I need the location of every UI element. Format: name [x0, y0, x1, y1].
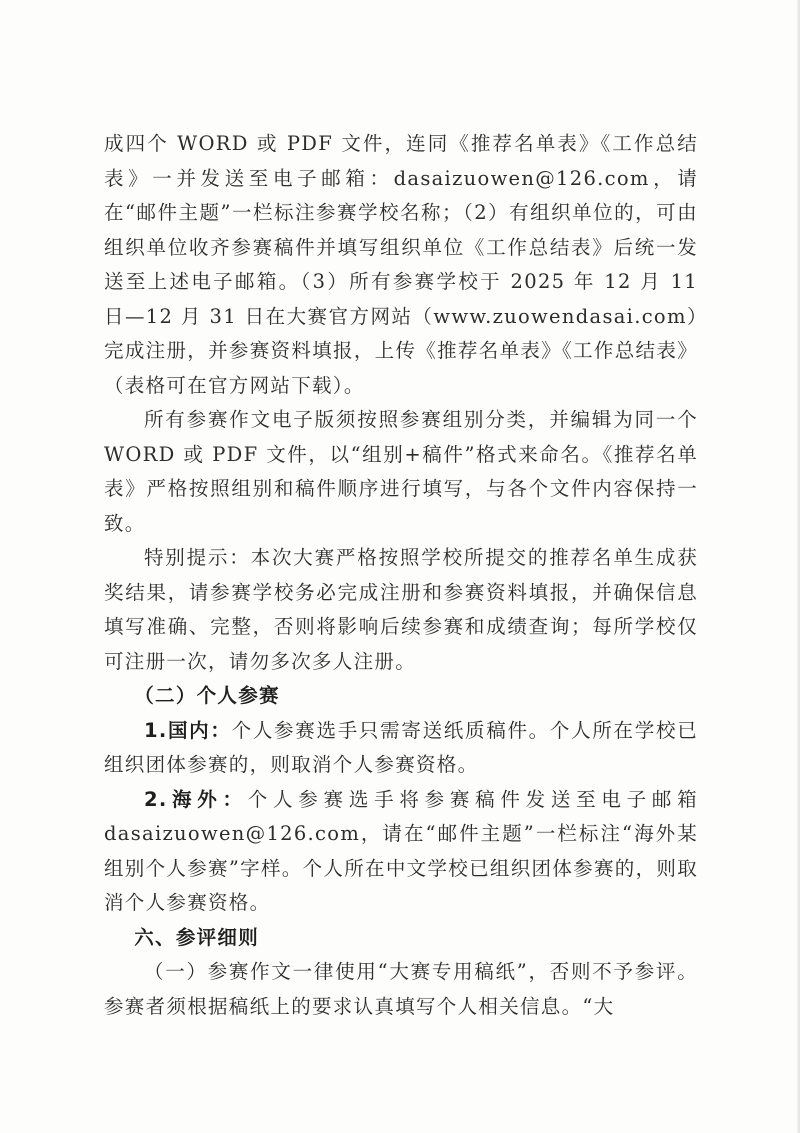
paragraph-special-notice: 特别提示：本次大赛严格按照学校所提交的推荐名单生成获奖结果，请参赛学校务必完成注册和参赛资料填报，并确保信息填写准确、完整，否则将影响后续参赛和成绩查询；每所学校仅可注册一次，请勿多次多人注册。	[104, 546, 698, 673]
domestic-text: 个人参赛选手只需寄送纸质稿件。个人所在学校已组织团体参赛的，则取消个人参赛资格。	[104, 718, 698, 776]
heading-personal-entry: （二）个人参赛	[134, 684, 280, 707]
paragraph-judging-paper: （一）参赛作文一律使用“大赛专用稿纸”，否则不予参评。参赛者须根据稿纸上的要求认真填写个人相关信息。“大	[104, 960, 698, 1018]
paragraph-submission-details: 成四个 WORD 或 PDF 文件，连同《推荐名单表》《工作总结表》一并发送至电子邮箱：dasaizuowen@126.com，请在“邮件主题”一栏标注参赛学校名称；（2）有组织单位的，可由组织单位收齐参赛稿件并填写组织单位《工作总结表》后统一发送至上述电子邮箱。（3）所有参赛学校于 2025 年 12 月 11 日—12 月 31 日在大赛官方网站（www.zuowendasai.com）完成注册，并参赛资料填报，上传《推荐名单表》《工作总结表》（表格可在官方网站下载）。	[104, 132, 698, 397]
domestic-lead: 1.国内：	[143, 718, 232, 742]
overseas-text: 个人参赛选手将参赛稿件发送至电子邮箱 dasaizuowen@126.com，请在“邮件主题”一栏标注“海外某组别个人参赛”字样。个人所在中文学校已组织团体参赛的，则取消个人参赛资格。	[104, 787, 698, 914]
overseas-lead: 2.海外：	[143, 787, 248, 811]
paragraph-overseas	[104, 783, 698, 921]
heading-judging-rules: 六、参评细则	[134, 925, 260, 949]
paragraph-file-naming: 所有参赛作文电子版须按照参赛组别分类，并编辑为同一个 WORD 或 PDF 文件，以“组别+稿件”格式来命名。《推荐名单表》严格按照组别和稿件顺序进行填写，与各个文件内容保持一致。	[104, 408, 698, 535]
paragraph-domestic	[104, 714, 698, 783]
document-body	[104, 127, 698, 1024]
